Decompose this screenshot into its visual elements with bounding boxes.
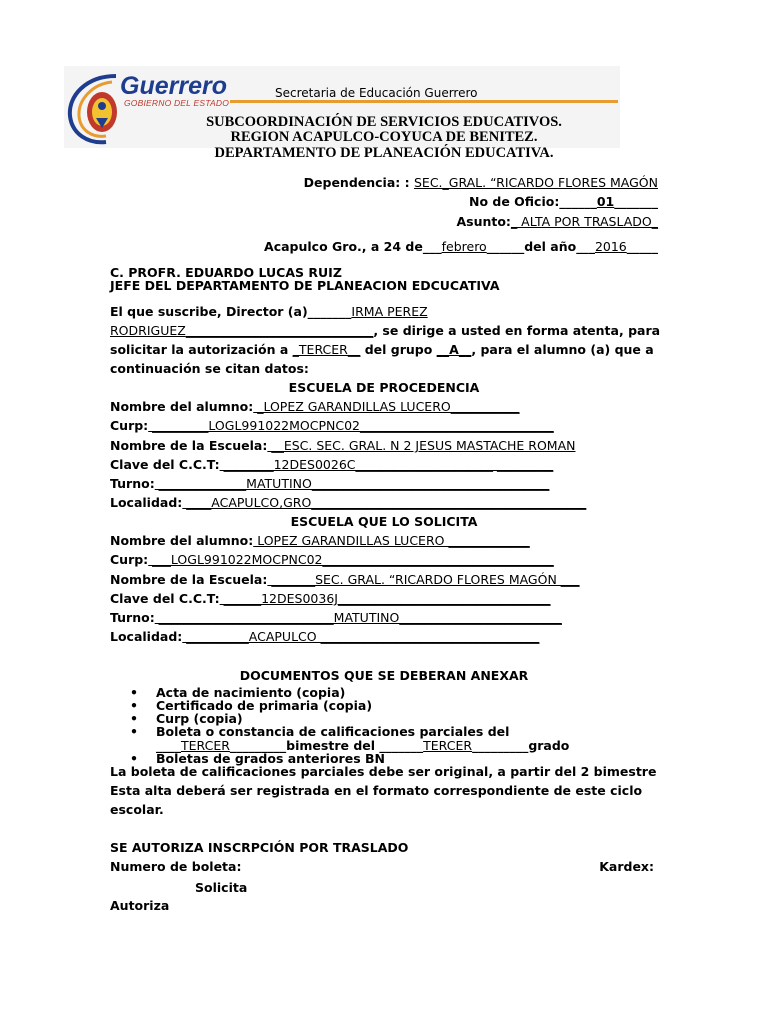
field-label: Clave del C.C.T: <box>110 457 220 472</box>
procedencia-cct-row <box>110 457 553 472</box>
oficio-gap: ______ <box>559 194 597 209</box>
body-text-1: El que suscribe, Director (a) <box>110 304 308 319</box>
field-value: __________ACAPULCO ___________________________________ <box>182 629 540 644</box>
autoriza-signature-label: Autoriza <box>110 898 170 913</box>
documentos-list <box>110 686 509 738</box>
header-line-1: SUBCOORDINACIÓN DE SERVICIOS EDUCATIVOS. <box>206 114 562 130</box>
body-gap-2: ______________________________ <box>185 323 374 338</box>
documentos-heading: DOCUMENTOS QUE SE DEBERAN ANEXAR <box>239 668 529 683</box>
procedencia-alumno-row <box>110 399 519 414</box>
solicita-signature-label: Solicita <box>195 880 248 895</box>
field-label: Curp: <box>110 418 149 433</box>
solicita-curp-row <box>110 552 554 567</box>
boleta-gap-3: _______ <box>379 738 424 753</box>
addressee-title: JEFE DEL DEPARTAMENTO DE PLANEACION EDCUCATIVA <box>110 278 500 293</box>
header-accent-line <box>230 100 618 103</box>
field-value: ______12DES0036J__________________________________ <box>219 591 551 606</box>
body-line-3 <box>110 342 654 357</box>
boleta-grade-2: TERCER <box>423 738 473 753</box>
group-value: __A__ <box>436 342 472 357</box>
asunto-row <box>456 214 658 229</box>
body-text-5: , para el alumno (a) que a <box>471 342 654 357</box>
field-value: ______________MATUTINO______________________________________ <box>154 476 550 491</box>
body-text-4: del grupo <box>360 342 437 357</box>
procedencia-localidad-row <box>110 495 586 510</box>
field-value: ____________________________MATUTINO__________________________ <box>154 610 562 625</box>
fecha-gap-1: ___ <box>422 239 442 254</box>
field-label: Nombre del alumno: <box>110 399 254 414</box>
fecha-del: del año <box>524 239 577 254</box>
solicita-heading: ESCUELA QUE LO SOLICITA <box>290 514 478 529</box>
header-line-2: REGION ACAPULCO-COYUCA DE BENITEZ. <box>230 129 538 145</box>
field-label: Curp: <box>110 552 149 567</box>
solicita-escuela-row <box>110 572 580 587</box>
asunto-value: _ ALTA POR TRASLADO_ <box>510 214 658 229</box>
addressee-name: C. PROFR. EDUARDO LUCAS RUIZ <box>110 265 342 280</box>
field-value: ____ACAPULCO,GRO____________________________________________ <box>182 495 587 510</box>
field-value: _LOPEZ GARANDILLAS LUCERO___________ <box>253 399 520 414</box>
boleta-number-label: Numero de boleta: <box>110 859 242 874</box>
field-label: Localidad: <box>110 629 183 644</box>
list-item: • Certificado de primaria (copia) <box>110 699 509 712</box>
body-line-1 <box>110 304 428 319</box>
director-name-2: RODRIGUEZ <box>110 323 186 338</box>
solicita-localidad-row <box>110 629 539 644</box>
field-value: LOPEZ GARANDILLAS LUCERO _____________ <box>253 533 530 548</box>
body-line-4: continuación se citan datos: <box>110 361 309 376</box>
note-3: escolar. <box>110 802 164 817</box>
body-line-2 <box>110 323 660 338</box>
boleta-grade: TERCER <box>181 738 230 753</box>
field-label: Turno: <box>110 610 155 625</box>
body-text-3: solicitar la autorización a <box>110 342 293 357</box>
oficio-gap-end: _______ <box>614 194 658 209</box>
list-item: Boletas de grados anteriores BN <box>156 751 385 766</box>
boleta-gap-2: _________ <box>229 738 287 753</box>
body-gap-1: _______ <box>307 304 352 319</box>
field-value: _______SEC. GRAL. “RICARDO FLORES MAGÓN ___ <box>267 572 580 587</box>
list-item: • Curp (copia) <box>110 712 509 725</box>
field-label: Nombre de la Escuela: <box>110 572 268 587</box>
list-item: • Acta de nacimiento (copia) <box>110 686 509 699</box>
field-label: Nombre del alumno: <box>110 533 254 548</box>
kardex-label: Kardex: <box>599 859 654 874</box>
procedencia-heading: ESCUELA DE PROCEDENCIA <box>288 380 480 395</box>
fecha-year: 2016 <box>594 239 627 254</box>
note-2: Esta alta deberá ser registrada en el formato correspondiente de este ciclo <box>110 783 643 798</box>
fecha-gap-3: ___ <box>576 239 595 254</box>
dependencia-value: SEC._GRAL. “RICARDO FLORES MAGÓN <box>413 175 658 190</box>
boleta-gap-1: ____ <box>156 738 181 753</box>
body-text-2: , se dirige a usted en forma atenta, para <box>373 323 661 338</box>
oficio-value: 01 <box>596 194 615 209</box>
field-label: Clave del C.C.T: <box>110 591 220 606</box>
field-label: Localidad: <box>110 495 183 510</box>
field-value: ___LOGL991022MOCPNC02_____________________________________ <box>148 552 554 567</box>
solicita-cct-row <box>110 591 550 606</box>
secretaria-title: Secretaria de Educación Guerrero <box>275 86 478 100</box>
asunto-label: Asunto: <box>456 214 511 229</box>
note-1: La boleta de calificaciones parciales debe ser original, a partir del 2 bimestre <box>110 764 657 779</box>
fecha-month: febrero <box>441 239 487 254</box>
fecha-row <box>264 239 658 254</box>
bullet-icon: • <box>130 751 138 766</box>
fecha-gap-2: ______ <box>486 239 525 254</box>
government-name: Guerrero <box>120 72 227 100</box>
solicita-turno-row <box>110 610 562 625</box>
field-label: Nombre de la Escuela: <box>110 438 268 453</box>
autoriza-title: SE AUTORIZA INSCRPCIÓN POR TRASLADO <box>110 840 409 855</box>
field-label: Turno: <box>110 476 155 491</box>
government-subtitle: GOBIERNO DEL ESTADO <box>124 98 230 108</box>
field-value: _________LOGL991022MOCPNC02_______________________________ <box>148 418 554 433</box>
procedencia-escuela-row <box>110 438 575 453</box>
procedencia-turno-row <box>110 476 549 491</box>
field-value: ________12DES0026C______________________ _________ <box>219 457 554 472</box>
list-item: • Boleta o constancia de calificaciones parciales del <box>110 725 509 738</box>
solicita-alumno-row <box>110 533 530 548</box>
oficio-row <box>469 194 658 209</box>
oficio-label: No de Oficio: <box>468 194 560 209</box>
director-name-1: IRMA PEREZ <box>351 304 428 319</box>
procedencia-curp-row <box>110 418 554 433</box>
grade-value: _TERCER__ <box>292 342 361 357</box>
fecha-gap-4: _____ <box>626 239 658 254</box>
dependencia-row <box>304 175 658 190</box>
boleta-mid: bimestre del <box>286 738 380 753</box>
boleta-end: grado <box>528 738 570 753</box>
field-value: __ESC. SEC. GRAL. N 2 JESUS MASTACHE ROMAN <box>267 438 576 453</box>
dependencia-label: Dependencia: : <box>303 175 410 190</box>
fecha-label: Acapulco Gro., a 24 de <box>264 239 423 254</box>
header-line-3: DEPARTAMENTO DE PLANEACIÓN EDUCATIVA. <box>214 145 554 161</box>
boleta-gap-4: _________ <box>472 738 529 753</box>
